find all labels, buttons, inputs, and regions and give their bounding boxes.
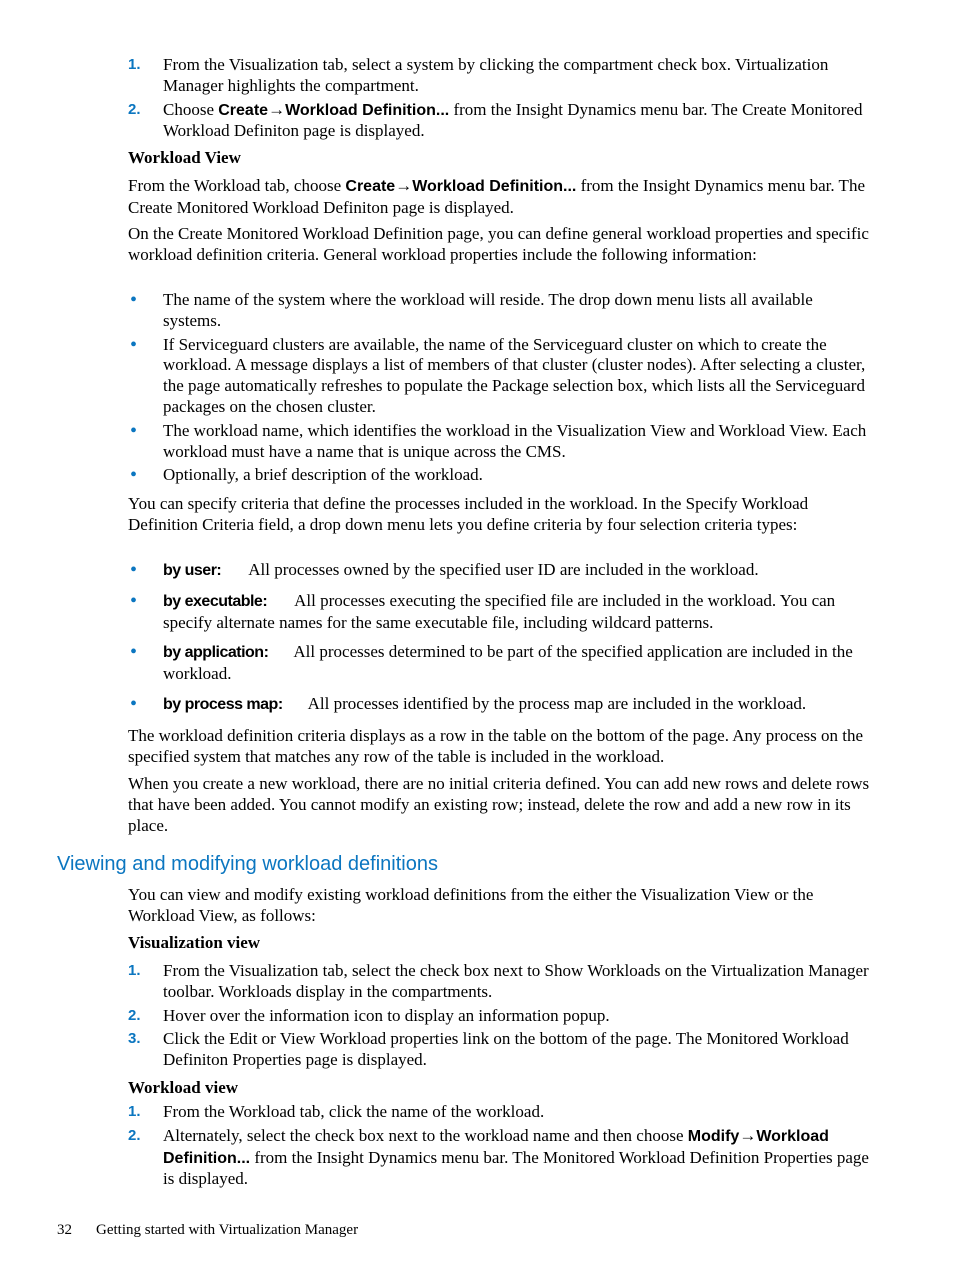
list-item bbox=[128, 961, 870, 1003]
list-item bbox=[128, 1029, 870, 1071]
define-paragraph: On the Create Monitored Workload Definition page, you can define general workload properties and specific workload definition criteria. General workload properties include the following information: bbox=[128, 224, 869, 264]
step-number: 2. bbox=[128, 100, 141, 118]
bullet-icon: • bbox=[130, 559, 138, 581]
bullet-icon: • bbox=[130, 692, 138, 715]
menu-arrow: → bbox=[739, 1125, 757, 1145]
section-title: Viewing and modifying workload definitions bbox=[57, 853, 438, 875]
menu-workload-definition: Workload Definition... bbox=[285, 101, 450, 119]
criteria-term: by process map: bbox=[163, 695, 283, 713]
criteria-term: by executable: bbox=[163, 592, 268, 610]
page-number: 32 bbox=[57, 1222, 72, 1238]
menu-create: Create bbox=[218, 101, 269, 119]
bullet-icon: • bbox=[130, 333, 138, 356]
menu-modify: Modify bbox=[687, 1127, 740, 1145]
step-number: 2. bbox=[128, 1126, 141, 1144]
criteria-term: by user: bbox=[163, 562, 222, 579]
step-text: From the Visualization tab, select the check box next to Show Workloads on the Virtualization Manager toolbar. Workloads display in the compartments. bbox=[163, 961, 869, 1001]
criteria-text: All processes owned by the specified user ID are included in the workload. bbox=[248, 560, 759, 579]
list-item bbox=[128, 591, 870, 634]
section-intro: You can view and modify existing workload definitions from the either the Visualization View or the Workload View, as follows: bbox=[128, 885, 814, 925]
list-item bbox=[128, 694, 870, 716]
menu-arrow: → bbox=[395, 176, 413, 195]
step-text: From the Workload tab, click the name of the workload. bbox=[163, 1102, 545, 1121]
step-number: 2. bbox=[128, 1006, 141, 1024]
criteria-paragraph: You can specify criteria that define the processes included in the workload. In the Specify Workload Definition Criteria field, a drop down menu lets you define criteria by four selection criteria types: bbox=[128, 494, 809, 534]
list-item bbox=[128, 100, 870, 143]
step-text-pre: Choose bbox=[163, 99, 219, 119]
new-workload-paragraph: When you create a new workload, there are no initial criteria defined. You can add new rows and delete rows that have been added. You cannot modify an existing row; instead, delete the row and add a new row in its place. bbox=[128, 774, 870, 835]
workload-steps-list bbox=[128, 1102, 870, 1190]
para-text: From the Workload tab, choose bbox=[128, 176, 346, 195]
visualization-steps-list bbox=[128, 961, 870, 1071]
list-item bbox=[128, 335, 870, 418]
bullet-icon: • bbox=[130, 464, 138, 487]
list-item bbox=[128, 642, 870, 685]
bullet-text: The workload name, which identifies the workload in the Visualization View and Workload View. Each workload must have a name that is unique across the CMS. bbox=[163, 420, 867, 461]
bullet-text: If Serviceguard clusters are available, the name of the Serviceguard cluster on which to create the workload. A message displays a list of members of that cluster (cluster nodes). After selecting a cluster, the page automatically refreshes to populate the Package selection box, which lists all the Serviceguard packages on the chosen cluster. bbox=[163, 334, 866, 416]
criteria-text: All processes determined to be part of the specified application are included in the workload. bbox=[163, 642, 853, 684]
list-item bbox=[128, 1006, 870, 1027]
page-footer bbox=[57, 1222, 358, 1239]
list-item bbox=[128, 560, 870, 582]
criteria-term: by application: bbox=[163, 644, 269, 662]
menu-arrow: → bbox=[268, 99, 286, 119]
bullet-icon: • bbox=[130, 289, 138, 311]
step-text-post: from the Insight Dynamics menu bar. The Create Monitored Workload Definiton page is displayed. bbox=[163, 99, 863, 141]
step-text-pre: Alternately, select the check box next to the workload name and then choose bbox=[163, 1125, 688, 1145]
bullet-icon: • bbox=[130, 419, 138, 442]
menu-workload-definition: Workload Definition... bbox=[163, 1127, 829, 1167]
list-item bbox=[128, 1126, 870, 1190]
footer-title: Getting started with Virtualization Manager bbox=[96, 1222, 359, 1238]
top-steps-list bbox=[128, 55, 870, 142]
list-item bbox=[128, 465, 870, 486]
step-text-post: from the Insight Dynamics menu bar. The Monitored Workload Definition Properties page is displayed. bbox=[163, 1147, 869, 1189]
workload-view-paragraph bbox=[128, 176, 870, 219]
step-text: Hover over the information icon to display an information popup. bbox=[163, 1005, 610, 1025]
step-text: From the Visualization tab, select a system by clicking the compartment check box. Virtualization Manager highlights the compartment. bbox=[163, 55, 829, 95]
list-item bbox=[128, 55, 870, 97]
step-number: 1. bbox=[128, 1103, 141, 1120]
bullet-icon: • bbox=[130, 589, 138, 612]
list-item bbox=[128, 1102, 870, 1123]
list-item bbox=[128, 421, 870, 463]
step-text: Click the Edit or View Workload properties link on the bottom of the page. The Monitored Workload Definiton Properties page is displayed. bbox=[163, 1029, 849, 1070]
menu-workload-definition: Workload Definition... bbox=[412, 178, 577, 195]
para-text: from the Insight Dynamics menu bar. The Create Monitored Workload Definiton page is displayed. bbox=[128, 176, 865, 217]
step-number: 3. bbox=[128, 1030, 141, 1048]
menu-create: Create bbox=[345, 178, 396, 195]
criteria-text: All processes identified by the process map are included in the workload. bbox=[307, 693, 807, 713]
workload-view-heading-2: Workload view bbox=[128, 1078, 239, 1097]
workload-view-heading: Workload View bbox=[128, 148, 241, 167]
properties-list bbox=[128, 290, 870, 486]
bullet-text: The name of the system where the workload will reside. The drop down menu lists all available systems. bbox=[163, 290, 813, 330]
bullet-text: Optionally, a brief description of the workload. bbox=[163, 465, 483, 485]
criteria-text: All processes executing the specified file are included in the workload. You can specify alternate names for the same executable file, including wildcard patterns. bbox=[163, 590, 836, 632]
step-number: 1. bbox=[128, 962, 141, 979]
list-item bbox=[128, 290, 870, 332]
step-number: 1. bbox=[128, 56, 141, 73]
row-paragraph: The workload definition criteria displays as a row in the table on the bottom of the page. Any process on the specified system that matches any row of the table is included in the workload. bbox=[128, 726, 864, 766]
visualization-view-heading: Visualization view bbox=[128, 933, 261, 952]
criteria-list bbox=[128, 560, 870, 716]
bullet-icon: • bbox=[130, 641, 138, 664]
